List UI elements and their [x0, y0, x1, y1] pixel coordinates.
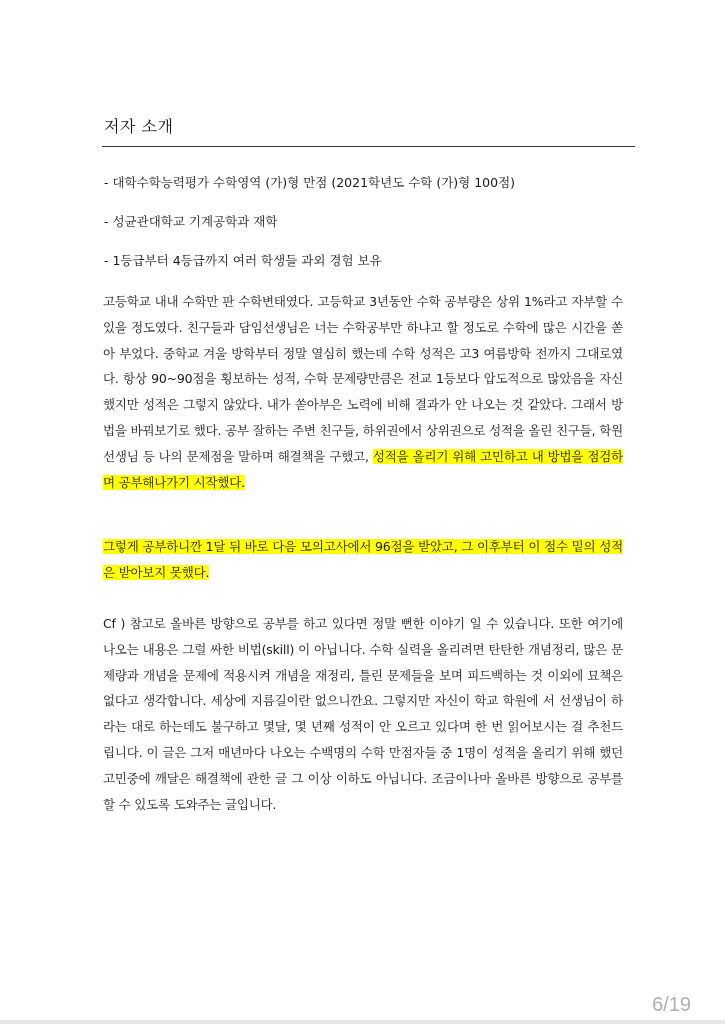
author-credentials-list: [104, 171, 644, 288]
heading-divider: [102, 146, 635, 147]
section-heading: 저자 소개: [104, 117, 174, 136]
viewer-bottom-bar: [0, 1020, 725, 1024]
note-paragraph: Cf ) 참고로 올바른 방향으로 공부를 하고 있다면 정말 뻔한 이야기 일 수 있습니다. 또한 여기에 나오는 내용은 그럴 싸한 비법(skill) 이 아닙니다. 수학 실력을 올리려면 탄탄한 개념정리, 많은 문제량과 개념을 문제에 적용시켜 개념을 재정리, 틀린 문제들을 보며 피드백하는 것 이외에 묘책은 없다고 생각합니다. 세상에 지름길이란 없으니깐요. 그렇지만 자신이 학교 학원에 서 선생님이 하라는 대로 하는데도 불구하고 몇달, 몇 년째 성적이 안 오르고 있다며 한 번 읽어보시는 걸 추천드립니다. 이 글은 그저 매년마다 나오는 수백명의 수학 만점자들 중 1명이 성적을 올리기 위해 했던 고민중에 깨달은 해결책에 관한 글 그 이상 이하도 아닙니다. 조금이나마 올바른 방향으로 공부를 할 수 있도록 도와주는 글입니다.: [103, 616, 623, 812]
credential-item: - 대학수학능력평가 수학영역 (가)형 만점 (2021학년도 수학 (가)형 100점): [104, 175, 516, 190]
intro-highlighted-sentence: 성적을 올리기 위해 고민하고 내 방법을 점검하며 공부해나가기 시작했다.: [103, 448, 623, 490]
credential-item: - 1등급부터 4등급까지 여러 학생들 과외 경험 보유: [104, 253, 382, 268]
result-paragraph: [103, 534, 623, 586]
page-indicator: 6/19: [652, 994, 691, 1016]
intro-paragraph-text: 고등학교 내내 수학만 판 수학변태였다. 고등학교 3년동안 수학 공부량은 상위 1%라고 자부할 수 있을 정도였다. 친구들과 담임선생님은 너는 수학공부만 하냐고 할 정도로 수학에 많은 시간을 쏟아 부었다. 중학교 겨울 방학부터 정말 열심히 했는데 수학 성적은 고3 여름방학 전까지 그대로였다. 항상 90~90점을 횡보하는 성적, 수학 문제량만큼은 전교 1등보다 압도적으로 많았음을 자신했지만 성적은 그렇지 않았다. 내가 쏟아부은 노력에 비해 결과가 안 나오는 것 같았다. 그래서 방법을 바꿔보기로 했다. 공부 잘하는 주변 친구들, 하위권에서 상위권으로 성적을 올린 친구들, 학원 선생님 등 나의 문제점을 말하며 해결책을 구했고,: [103, 294, 623, 464]
intro-paragraph: [103, 289, 623, 495]
credential-item: - 성균관대학교 기계공학과 재학: [104, 214, 278, 229]
result-highlighted-text: 그렇게 공부하니깐 1달 뒤 바로 다음 모의고사에서 96점을 받았고, 그 이후부터 이 점수 밑의 성적은 받아보지 못했다.: [103, 539, 623, 580]
